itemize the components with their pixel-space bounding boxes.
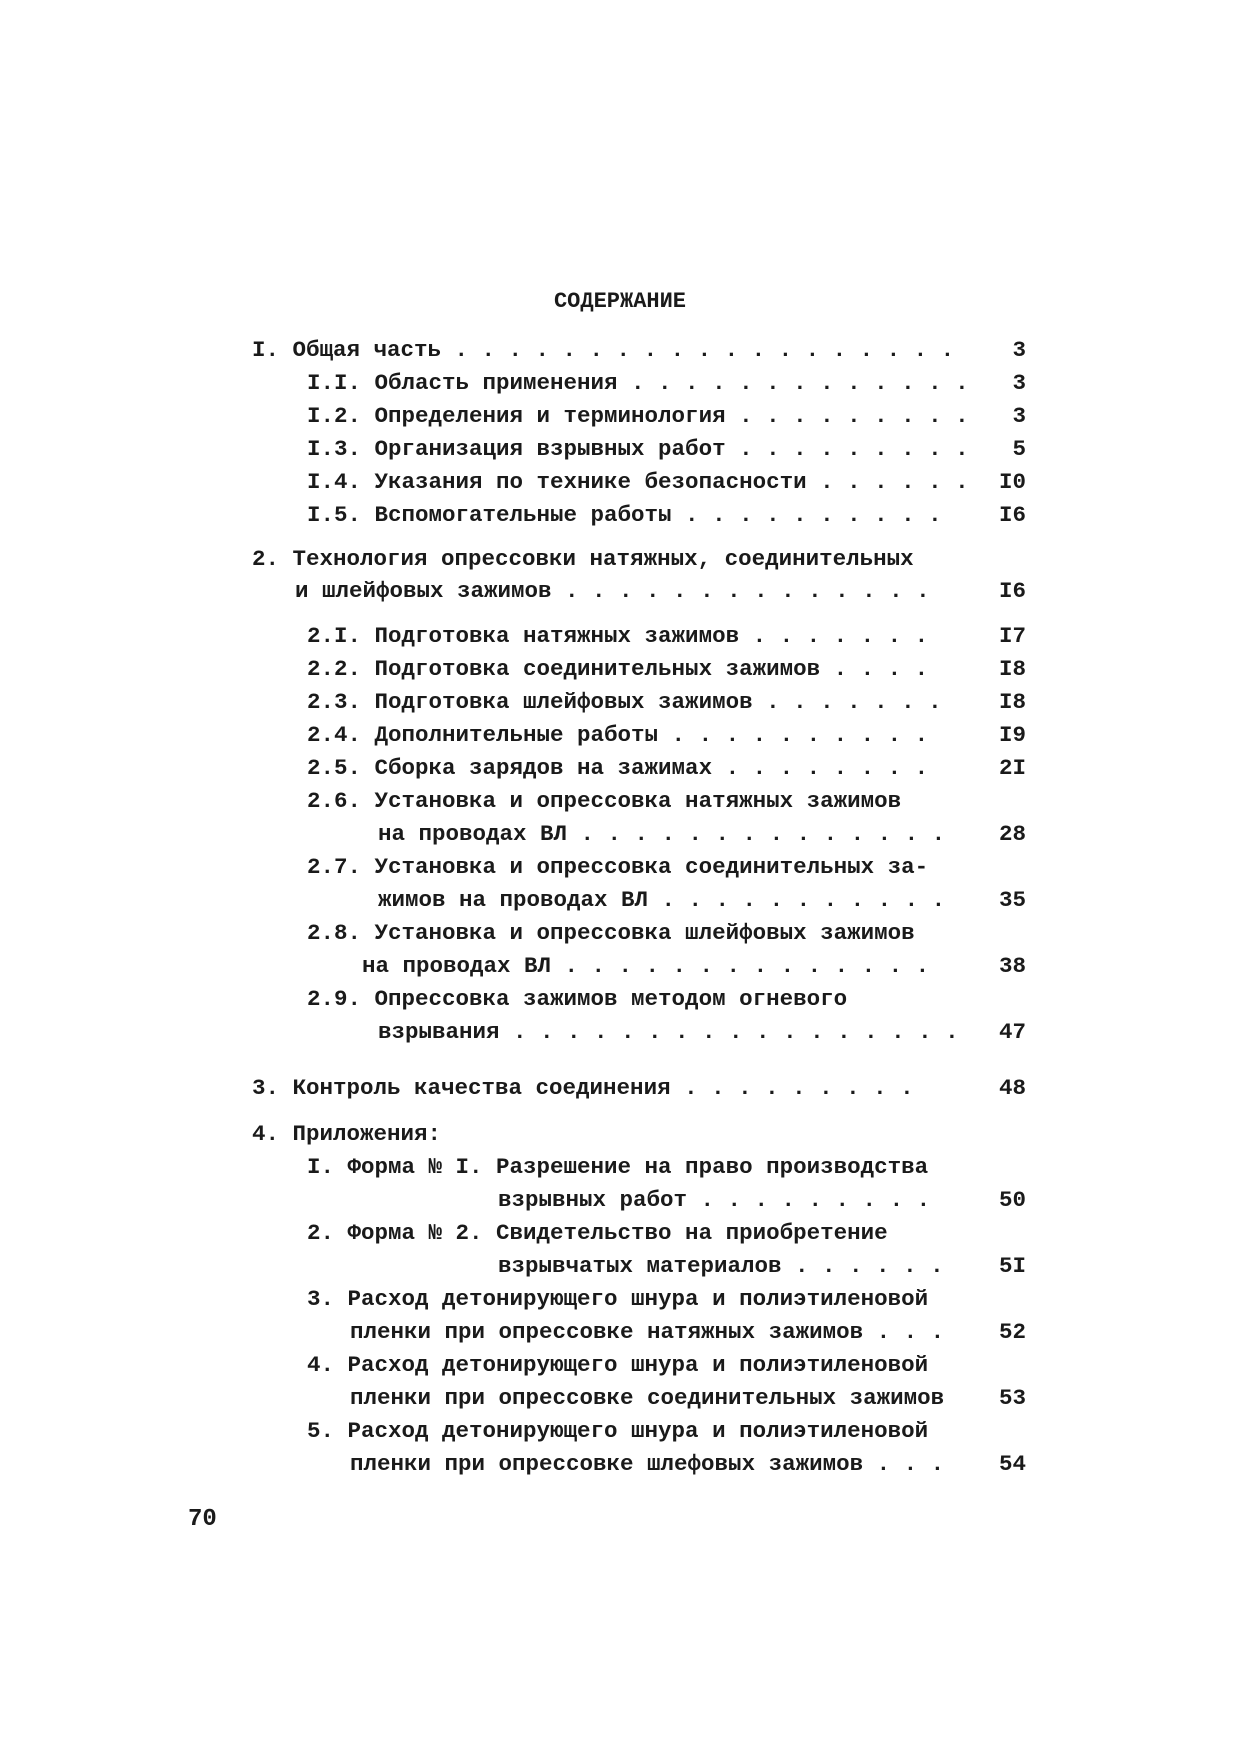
- toc-entry-2-1: 2.I. Подготовка натяжных зажимов . . . . . . .: [307, 623, 929, 649]
- toc-entry-2: 2. Технология опрессовки натяжных, соединительных: [252, 546, 914, 572]
- toc-entry-2-7: 2.7. Установка и опрессовка соединительных за-: [307, 854, 929, 880]
- toc-page-2-2: I8: [998, 656, 1026, 682]
- toc-entry-2-9-cont: взрывания . . . . . . . . . . . . . . . . .: [378, 1019, 959, 1045]
- toc-entry-2-5: 2.5. Сборка зарядов на зажимах . . . . . . . .: [307, 755, 929, 781]
- toc-appendix-2: 2. Форма № 2. Свидетельство на приобретение: [307, 1220, 888, 1246]
- toc-entry-2-7-cont: жимов на проводах ВЛ . . . . . . . . . . .: [378, 887, 946, 913]
- toc-page-2-6: 28: [998, 821, 1026, 847]
- toc-entry-2-9: 2.9. Опрессовка зажимов методом огневого: [307, 986, 848, 1012]
- toc-page-2-1: I7: [998, 623, 1026, 649]
- toc-entry-3: 3. Контроль качества соединения . . . . . . . . .: [252, 1075, 914, 1101]
- toc-entry-1: I. Общая часть . . . . . . . . . . . . . . . . . . .: [252, 337, 955, 363]
- toc-entry-2-6-cont: на проводах ВЛ . . . . . . . . . . . . . .: [378, 821, 946, 847]
- toc-page-2-4: I9: [998, 722, 1026, 748]
- toc-page-1-2: 3: [1012, 403, 1026, 429]
- toc-entry-2-6: 2.6. Установка и опрессовка натяжных зажимов: [307, 788, 902, 814]
- toc-page-2: I6: [998, 578, 1026, 604]
- toc-page-1-4: I0: [998, 469, 1026, 495]
- toc-appendix-4-cont: пленки при опрессовке соединительных зажимов: [350, 1385, 945, 1411]
- toc-page-2-5: 2I: [998, 755, 1026, 781]
- toc-entry-2-8: 2.8. Установка и опрессовка шлейфовых зажимов: [307, 920, 915, 946]
- toc-page-1-3: 5: [1012, 436, 1026, 462]
- toc-page-1: 3: [1012, 337, 1026, 363]
- toc-page-appendix-2: 5I: [998, 1253, 1026, 1279]
- toc-entry-2-2: 2.2. Подготовка соединительных зажимов . . . .: [307, 656, 929, 682]
- toc-page-1-1: 3: [1012, 370, 1026, 396]
- toc-appendix-5: 5. Расход детонирующего шнура и полиэтиленовой: [307, 1418, 929, 1444]
- toc-appendix-5-cont: пленки при опрессовке шлефовых зажимов . . .: [350, 1451, 945, 1477]
- toc-page-2-3: I8: [998, 689, 1026, 715]
- toc-title: СОДЕРЖАНИЕ: [553, 289, 687, 314]
- toc-entry-2-cont: и шлейфовых зажимов . . . . . . . . . . . . . .: [295, 578, 930, 604]
- toc-page-2-9: 47: [998, 1019, 1026, 1045]
- toc-entry-1-3: I.3. Организация взрывных работ . . . . . . . . .: [307, 436, 969, 462]
- toc-entry-1-4: I.4. Указания по технике безопасности . . . . . .: [307, 469, 969, 495]
- toc-page-3: 48: [998, 1075, 1026, 1101]
- toc-appendix-1-cont: взрывных работ . . . . . . . . .: [498, 1187, 931, 1213]
- toc-page-appendix-4: 53: [998, 1385, 1026, 1411]
- toc-entry-4: 4. Приложения:: [252, 1121, 442, 1147]
- toc-page-appendix-1: 50: [998, 1187, 1026, 1213]
- toc-page-appendix-3: 52: [998, 1319, 1026, 1345]
- toc-appendix-2-cont: взрывчатых материалов . . . . . .: [498, 1253, 944, 1279]
- toc-page-2-7: 35: [998, 887, 1026, 913]
- toc-page-2-8: 38: [998, 953, 1026, 979]
- toc-entry-2-3: 2.3. Подготовка шлейфовых зажимов . . . . . . .: [307, 689, 942, 715]
- page-number: 70: [188, 1506, 217, 1533]
- toc-entry-1-1: I.I. Область применения . . . . . . . . . . . . .: [307, 370, 969, 396]
- toc-appendix-3: 3. Расход детонирующего шнура и полиэтиленовой: [307, 1286, 929, 1312]
- toc-entry-1-2: I.2. Определения и терминология . . . . . . . . .: [307, 403, 969, 429]
- toc-appendix-1: I. Форма № I. Разрешение на право производства: [307, 1154, 929, 1180]
- toc-entry-1-5: I.5. Вспомогательные работы . . . . . . . . . .: [307, 502, 942, 528]
- toc-entry-2-4: 2.4. Дополнительные работы . . . . . . . . . .: [307, 722, 929, 748]
- toc-entry-2-8-cont: на проводах ВЛ . . . . . . . . . . . . . .: [362, 953, 930, 979]
- toc-appendix-3-cont: пленки при опрессовке натяжных зажимов . . .: [350, 1319, 945, 1345]
- toc-appendix-4: 4. Расход детонирующего шнура и полиэтиленовой: [307, 1352, 929, 1378]
- toc-page-appendix-5: 54: [998, 1451, 1026, 1477]
- toc-page-1-5: I6: [998, 502, 1026, 528]
